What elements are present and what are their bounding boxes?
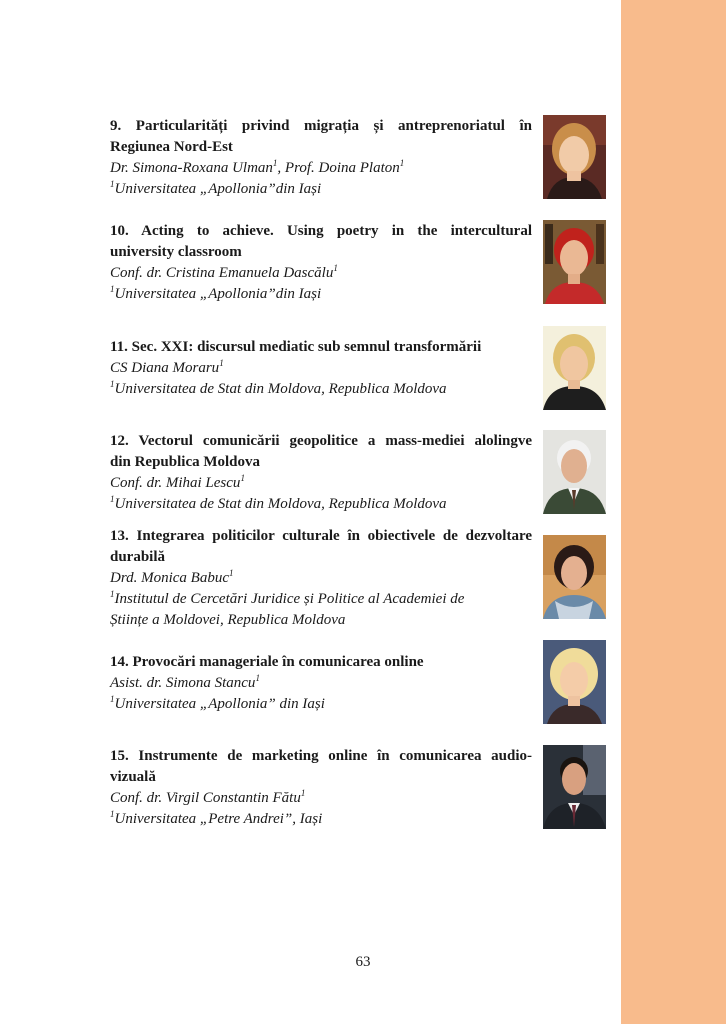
author-name: Asist. dr. Simona Stancu <box>110 675 256 691</box>
author-name: Drd. Monica Babuc <box>110 570 230 586</box>
entry-10 <box>110 221 532 305</box>
author-photo-babuc <box>543 535 606 619</box>
affil-sup: 1 <box>110 379 115 389</box>
entry-title-line1: 10. Acting to achieve. Using poetry in the intercultural <box>110 223 532 239</box>
author-name: Conf. dr. Mihai Lescu <box>110 475 241 491</box>
entry-11 <box>110 337 532 400</box>
entry-title-line2: Regiunea Nord-Est <box>110 139 233 155</box>
entry-authors <box>110 358 532 379</box>
affil-text: Institutul de Cercetări Juridice și Politice al Academiei de <box>114 591 465 607</box>
affil-sup: 1 <box>110 179 115 189</box>
entry-13 <box>110 526 532 631</box>
author-name: CS Diana Moraru <box>110 360 220 376</box>
author-photo-stancu <box>543 640 606 724</box>
entry-affiliation <box>110 379 532 400</box>
affil-sup: 1 <box>110 284 115 294</box>
author-name: Dr. Simona-Roxana Ulman <box>110 160 273 176</box>
author-sup: 1 <box>333 263 338 273</box>
author-photo-lescu <box>543 430 606 514</box>
entry-9 <box>110 116 532 200</box>
entry-affiliation <box>110 809 532 830</box>
author-sup: 1 <box>272 158 278 168</box>
author-name: Conf. dr. Cristina Emanuela Dascălu <box>110 265 334 281</box>
entry-affiliation <box>110 284 532 305</box>
author-name: Conf. dr. Virgil Constantin Fătu <box>110 790 301 806</box>
entry-title-line1: 12. Vectorul comunicării geopolitice a mass-mediei alolingve <box>110 433 532 449</box>
entry-authors <box>110 263 532 284</box>
author-sup: 1 <box>219 358 224 368</box>
author-sup: 1 <box>229 568 234 578</box>
author-sup: 1 <box>399 158 405 168</box>
entry-title-line2: university classroom <box>110 244 242 260</box>
entry-title-line1: 9. Particularități privind migrația și antreprenoriatul în <box>110 118 532 134</box>
entry-title-line1: 14. Provocări manageriale în comunicarea online <box>110 654 424 670</box>
affil-sup: 1 <box>110 589 115 599</box>
side-color-band <box>621 0 726 1024</box>
affil-sup: 1 <box>110 809 115 819</box>
entry-15 <box>110 746 532 830</box>
entry-title-line2: vizuală <box>110 769 156 785</box>
affil-text: Universitatea „Apollonia”din Iași <box>114 181 322 197</box>
author-separator: , <box>277 160 285 176</box>
page-number: 63 <box>355 954 371 970</box>
entry-affiliation <box>110 494 532 515</box>
entry-authors <box>110 473 532 494</box>
author-photo-dascalu <box>543 220 606 304</box>
entry-title-line2: din Republica Moldova <box>110 454 261 470</box>
author-sup: 1 <box>255 673 260 683</box>
entry-affiliation <box>110 694 532 715</box>
affil-text: Universitatea „Petre Andrei”, Iași <box>114 811 323 827</box>
entry-authors <box>110 673 532 694</box>
entry-affiliation <box>110 179 532 200</box>
entry-affiliation <box>110 610 532 631</box>
author-photo-fatu <box>543 745 606 829</box>
affil-text: Universitatea „Apollonia” din Iași <box>114 696 325 712</box>
author-sup: 1 <box>300 788 306 798</box>
entry-title-line1: 11. Sec. XXI: discursul mediatic sub semnul transformării <box>110 339 482 355</box>
entry-12 <box>110 431 532 515</box>
author-sup: 1 <box>240 473 245 483</box>
affil-text: Științe a Moldovei, Republica Moldova <box>110 612 346 628</box>
entry-affiliation <box>110 589 532 610</box>
entry-title-line2: durabilă <box>110 549 166 565</box>
entry-14 <box>110 652 532 715</box>
affil-sup: 1 <box>110 494 115 504</box>
author-name: Prof. Doina Platon <box>284 160 400 176</box>
entry-title-line1: 15. Instrumente de marketing online în comunicarea audio- <box>110 748 532 764</box>
affil-text: Universitatea de Stat din Moldova, Republica Moldova <box>114 381 447 397</box>
affil-text: Universitatea de Stat din Moldova, Republica Moldova <box>114 496 447 512</box>
author-photo-moraru <box>543 326 606 410</box>
affil-sup: 1 <box>110 694 115 704</box>
author-photo-ulman <box>543 115 606 199</box>
entry-authors <box>110 788 532 809</box>
entry-authors <box>110 568 532 589</box>
entry-title-line1: 13. Integrarea politicilor culturale în obiectivele de dezvoltare <box>110 528 532 544</box>
entry-authors <box>110 158 532 179</box>
affil-text: Universitatea „Apollonia”din Iași <box>114 286 322 302</box>
